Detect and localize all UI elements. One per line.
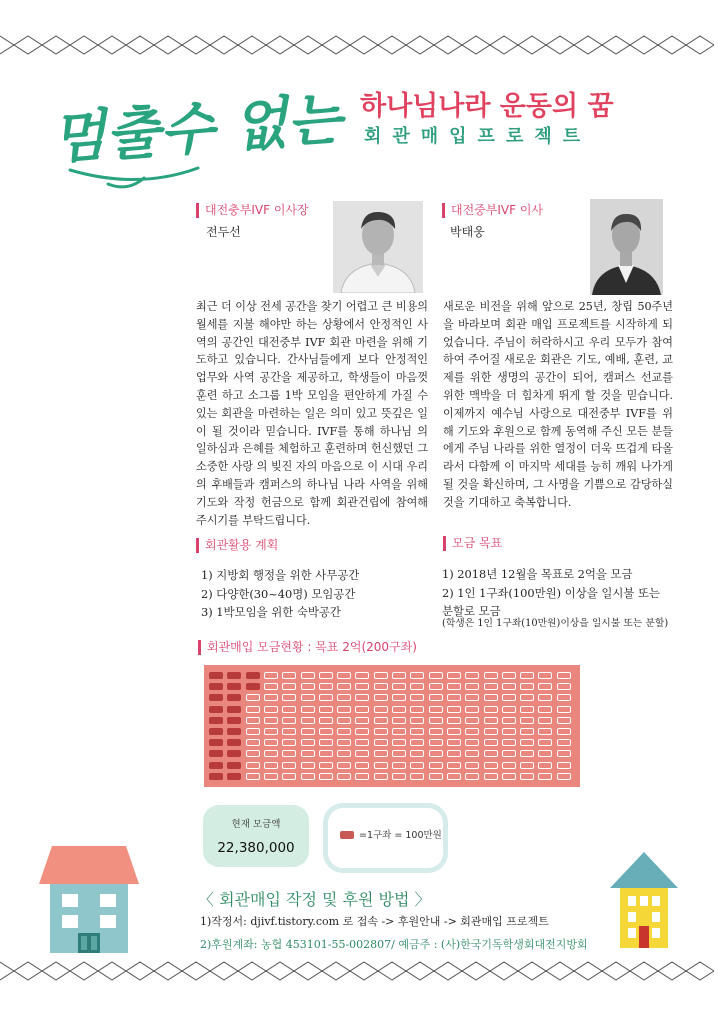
list-item: 2) 다양한(30~40명) 모임공간	[201, 586, 356, 601]
grid-cell-empty	[392, 750, 406, 757]
grid-cell-empty	[282, 672, 296, 679]
grid-cell-empty	[337, 672, 351, 679]
grid-cell-empty	[557, 739, 571, 746]
grid-cell-empty	[502, 694, 516, 701]
right-profile-photo	[590, 199, 663, 295]
main-title: 하나님나라 운동의 꿈	[360, 91, 614, 122]
grid-cell-empty	[337, 694, 351, 701]
grid-cell-empty	[484, 750, 498, 757]
grid-cell-empty	[392, 739, 406, 746]
grid-cell-empty	[282, 717, 296, 724]
grid-cell-empty	[319, 717, 333, 724]
grid-cell-filled	[209, 762, 223, 769]
grid-cell-empty	[447, 773, 461, 780]
grid-cell-filled	[209, 694, 223, 701]
grid-cell-empty	[410, 773, 424, 780]
goal-title: 모금 목표	[443, 536, 502, 551]
grid-cell-empty	[301, 706, 315, 713]
grid-cell-empty	[319, 739, 333, 746]
grid-cell-empty	[337, 717, 351, 724]
grid-cell-empty	[392, 694, 406, 701]
grid-cell-empty	[557, 694, 571, 701]
grid-cell-empty	[429, 683, 443, 690]
grid-cell-empty	[484, 717, 498, 724]
grid-cell-empty	[465, 694, 479, 701]
grid-cell-empty	[337, 683, 351, 690]
grid-cell-empty	[246, 750, 260, 757]
left-profile-role: 대전충부IVF 이사장	[196, 203, 309, 218]
grid-cell-empty	[447, 683, 461, 690]
left-profile-message: 최근 더 이상 전세 공간을 찾기 어렵고 큰 비용의 월세를 지불 해야만 하는 상황에서 안정적인 사역의 공간인 대전중부 IVF 회관 마련을 위해 기도하고 있습니다. 간사님들에게 보다 안정적인 업무와 사역 공간을 제공하고, 학생들이 마음껏 훈련 하고 소그룹 1박 모임을 편안하게 가질 수 있는 회관을 마련하는 일은 의미 있고 뜻깊은 일이 될 것이라 믿습니다. IVF를 통해 하나님 의 일하심과 은혜를 체험하고 훈련하며 헌신했던 그 소중한 사랑 의 빚진 자의 마음으로 이 시대 우리의 후배들과 캠퍼스의 하나님 나라 사역을 위해 기도와 작정 헌금으로 함께 회관건립에 참여해 주시기를 부탁드립니다.	[196, 300, 428, 527]
legend-text: =1구좌 = 100만원	[359, 830, 442, 841]
person-photo-icon	[590, 199, 663, 295]
grid-cell-empty	[447, 750, 461, 757]
grid-cell-empty	[355, 694, 369, 701]
grid-cell-empty	[319, 773, 333, 780]
grid-cell-empty	[355, 762, 369, 769]
grid-cell-empty	[355, 773, 369, 780]
grid-cell-empty	[374, 717, 388, 724]
list-item: 2) 1인 1구좌(100만원) 이상을 일시불 또는 분할로 모금	[442, 585, 660, 618]
grid-cell-empty	[301, 694, 315, 701]
grid-cell-empty	[337, 706, 351, 713]
grid-cell-empty	[538, 739, 552, 746]
grid-cell-filled	[227, 672, 241, 679]
grid-cell-filled	[227, 683, 241, 690]
grid-cell-filled	[246, 683, 260, 690]
grid-cell-empty	[355, 728, 369, 735]
grid-cell-empty	[465, 739, 479, 746]
grid-cell-empty	[319, 728, 333, 735]
grid-cell-empty	[410, 728, 424, 735]
grid-cell-empty	[392, 706, 406, 713]
house-left-icon	[38, 838, 140, 953]
grid-cell-filled	[209, 739, 223, 746]
grid-cell-empty	[264, 694, 278, 701]
sub-title: 회관매입프로젝트	[364, 126, 592, 147]
right-profile-message: 새로운 비전을 위해 앞으로 25년, 창립 50주년을 바라보며 회관 매입 프로젝트를 시작하게 되었습니다. 주님이 허락하시고 우리 모두가 참여하여 주어질 새로운 회관은 기도, 예배, 훈련, 교제를 위한 생명의 공간이 되어, 캠퍼스 선교를 위한 맥박을 더 힘차게 뛰게 할 것을 믿습니다. 이제까지 예수님 사랑으로 대전중부 IVF를 위해 기도와 후원으로 함께 동역해 주신 모든 분들에게 주님 나라를 위한 열정이 더욱 뜨겁게 타올라서 다함께 이 마지막 세대를 능히 깨워 나가게 될 것을 확신하며, 그 사명을 기쁨으로 감당하실 것을 기대하고 축복합니다.	[443, 300, 673, 509]
grid-cell-empty	[538, 672, 552, 679]
grid-cell-empty	[520, 728, 534, 735]
grid-cell-empty	[502, 773, 516, 780]
grid-cell-empty	[410, 717, 424, 724]
grid-cell-empty	[557, 717, 571, 724]
grid-cell-empty	[319, 750, 333, 757]
grid-cell-empty	[246, 706, 260, 713]
grid-cell-empty	[538, 694, 552, 701]
left-profile-photo	[333, 201, 423, 293]
grid-cell-empty	[355, 706, 369, 713]
script-title-lettering	[48, 70, 348, 200]
grid-cell-empty	[484, 683, 498, 690]
grid-cell-empty	[264, 728, 278, 735]
grid-cell-empty	[246, 694, 260, 701]
grid-cell-empty	[282, 728, 296, 735]
progress-title: 회관매입 모금현황 : 목표 2억(200구좌)	[198, 640, 417, 655]
grid-cell-empty	[319, 706, 333, 713]
grid-cell-empty	[392, 762, 406, 769]
grid-cell-filled	[209, 683, 223, 690]
grid-cell-empty	[484, 706, 498, 713]
grid-cell-empty	[392, 728, 406, 735]
grid-cell-empty	[520, 683, 534, 690]
grid-cell-empty	[557, 750, 571, 757]
grid-cell-filled	[209, 672, 223, 679]
grid-cell-empty	[337, 728, 351, 735]
grid-cell-filled	[227, 750, 241, 757]
grid-cell-empty	[264, 706, 278, 713]
grid-cell-empty	[264, 762, 278, 769]
grid-cell-empty	[392, 672, 406, 679]
grid-cell-empty	[465, 683, 479, 690]
usage-plan-list	[201, 566, 359, 622]
grid-cell-empty	[301, 750, 315, 757]
grid-cell-empty	[374, 728, 388, 735]
grid-cell-empty	[410, 706, 424, 713]
top-zigzag-border	[0, 32, 720, 58]
grid-cell-empty	[246, 739, 260, 746]
grid-cell-empty	[355, 717, 369, 724]
grid-cell-empty	[355, 739, 369, 746]
grid-cell-empty	[520, 706, 534, 713]
grid-cell-empty	[557, 706, 571, 713]
grid-cell-filled	[209, 773, 223, 780]
grid-cell-empty	[538, 717, 552, 724]
svg-text:멈출수 없는: 멈출수 없는	[49, 87, 344, 173]
grid-cell-empty	[465, 706, 479, 713]
grid-cell-empty	[246, 728, 260, 735]
grid-cell-empty	[264, 739, 278, 746]
grid-cell-empty	[429, 672, 443, 679]
grid-cell-empty	[502, 717, 516, 724]
grid-cell-empty	[392, 683, 406, 690]
grid-cell-empty	[465, 750, 479, 757]
grid-cell-empty	[429, 773, 443, 780]
current-amount-label: 현재 모금액	[231, 819, 281, 830]
grid-cell-empty	[429, 762, 443, 769]
grid-cell-empty	[264, 683, 278, 690]
grid-cell-empty	[557, 683, 571, 690]
house-right-icon	[608, 850, 680, 950]
grid-cell-empty	[429, 728, 443, 735]
grid-cell-empty	[538, 728, 552, 735]
grid-cell-empty	[538, 762, 552, 769]
grid-cell-empty	[282, 750, 296, 757]
grid-cell-empty	[355, 683, 369, 690]
grid-cell-empty	[374, 773, 388, 780]
grid-cell-empty	[447, 728, 461, 735]
grid-cell-empty	[264, 750, 278, 757]
grid-cell-empty	[557, 728, 571, 735]
grid-cell-empty	[447, 717, 461, 724]
grid-cell-empty	[282, 683, 296, 690]
grid-cell-empty	[465, 728, 479, 735]
grid-cell-empty	[520, 694, 534, 701]
grid-cell-empty	[301, 683, 315, 690]
grid-cell-empty	[374, 672, 388, 679]
grid-legend	[323, 803, 448, 873]
grid-cell-empty	[484, 773, 498, 780]
grid-cell-empty	[429, 750, 443, 757]
grid-cell-empty	[301, 728, 315, 735]
legend-swatch-icon	[340, 831, 354, 839]
grid-cell-empty	[520, 672, 534, 679]
grid-cell-empty	[282, 694, 296, 701]
grid-cell-empty	[502, 762, 516, 769]
grid-cell-empty	[301, 762, 315, 769]
grid-cell-empty	[484, 762, 498, 769]
grid-cell-empty	[355, 750, 369, 757]
method-pledge-line: 1)작정서: djivf.tistory.com 로 접속 -> 후원안내 -> 회관매입 프로젝트	[200, 915, 549, 928]
grid-cell-empty	[484, 728, 498, 735]
grid-cell-empty	[410, 672, 424, 679]
grid-cell-empty	[447, 672, 461, 679]
grid-cell-empty	[319, 683, 333, 690]
grid-cell-filled	[209, 706, 223, 713]
grid-cell-empty	[301, 717, 315, 724]
grid-cell-empty	[319, 672, 333, 679]
grid-cell-empty	[374, 762, 388, 769]
grid-cell-empty	[246, 773, 260, 780]
grid-cell-empty	[337, 750, 351, 757]
grid-cell-empty	[465, 762, 479, 769]
list-item: 1) 2018년 12월을 목표로 2억을 모금	[442, 567, 633, 581]
grid-cell-empty	[465, 773, 479, 780]
person-photo-icon	[333, 201, 423, 293]
right-profile-role: 대전중부IVF 이사	[442, 203, 543, 218]
grid-cell-empty	[246, 762, 260, 769]
grid-cell-empty	[301, 672, 315, 679]
grid-cell-empty	[374, 706, 388, 713]
grid-cell-filled	[227, 773, 241, 780]
grid-cell-empty	[264, 773, 278, 780]
grid-cell-filled	[227, 706, 241, 713]
grid-cell-empty	[484, 739, 498, 746]
grid-cell-filled	[227, 739, 241, 746]
grid-cell-empty	[337, 739, 351, 746]
grid-cell-empty	[282, 739, 296, 746]
grid-cell-filled	[227, 717, 241, 724]
method-account-line: 2)후원계좌: 농협 453101-55-002807/ 예금주 : (사)한국기독학생회대전지방회	[200, 938, 588, 951]
grid-cell-empty	[410, 750, 424, 757]
grid-cell-empty	[429, 706, 443, 713]
grid-cell-empty	[484, 672, 498, 679]
right-profile-name: 박태웅	[450, 225, 485, 239]
grid-cell-empty	[465, 717, 479, 724]
grid-cell-filled	[209, 728, 223, 735]
grid-cell-empty	[410, 762, 424, 769]
list-item: 3) 1박모임을 위한 숙박공간	[201, 605, 341, 619]
left-profile-name: 전두선	[206, 225, 241, 239]
grid-cell-empty	[447, 739, 461, 746]
grid-cell-empty	[520, 762, 534, 769]
grid-cell-empty	[410, 694, 424, 701]
grid-cell-empty	[557, 762, 571, 769]
grid-cell-empty	[484, 694, 498, 701]
grid-cell-empty	[282, 706, 296, 713]
grid-cell-empty	[520, 750, 534, 757]
grid-cell-empty	[465, 672, 479, 679]
grid-cell-empty	[410, 739, 424, 746]
list-item: 1) 지방회 행정을 위한 사무공간	[201, 568, 360, 582]
grid-cell-empty	[538, 773, 552, 780]
current-amount-value: 22,380,000	[217, 840, 295, 856]
grid-cell-empty	[557, 672, 571, 679]
grid-cell-empty	[502, 683, 516, 690]
grid-cell-empty	[282, 773, 296, 780]
grid-cell-empty	[374, 694, 388, 701]
grid-cell-empty	[355, 672, 369, 679]
grid-cell-empty	[538, 750, 552, 757]
usage-plan-title: 회관활용 계획	[196, 538, 278, 553]
grid-cell-empty	[301, 739, 315, 746]
grid-cell-empty	[520, 773, 534, 780]
grid-cell-empty	[264, 717, 278, 724]
grid-cell-empty	[264, 672, 278, 679]
grid-cell-empty	[429, 717, 443, 724]
grid-cell-empty	[429, 739, 443, 746]
grid-cell-empty	[538, 683, 552, 690]
grid-cell-empty	[502, 672, 516, 679]
grid-cell-empty	[447, 706, 461, 713]
grid-cell-empty	[502, 750, 516, 757]
grid-cell-empty	[557, 773, 571, 780]
grid-cell-filled	[227, 694, 241, 701]
grid-cell-empty	[374, 683, 388, 690]
donation-unit-grid	[204, 665, 580, 787]
grid-cell-empty	[538, 706, 552, 713]
bottom-zigzag-border	[0, 958, 720, 984]
grid-cell-filled	[209, 717, 223, 724]
grid-cell-empty	[319, 762, 333, 769]
grid-cell-empty	[447, 694, 461, 701]
grid-cell-filled	[246, 672, 260, 679]
current-amount-box	[203, 805, 309, 867]
grid-cell-empty	[337, 762, 351, 769]
grid-cell-filled	[209, 750, 223, 757]
grid-cell-empty	[374, 739, 388, 746]
grid-cell-empty	[520, 739, 534, 746]
method-title: 〈 회관매입 작정 및 후원 방법 〉	[198, 890, 431, 909]
grid-cell-filled	[227, 728, 241, 735]
grid-cell-empty	[429, 694, 443, 701]
goal-note: (학생은 1인 1구좌(10만원)이상을 일시불 또는 분할)	[442, 618, 669, 629]
grid-cell-empty	[374, 750, 388, 757]
grid-cell-empty	[520, 717, 534, 724]
grid-cell-empty	[502, 706, 516, 713]
script-title	[48, 70, 348, 200]
grid-cell-empty	[392, 717, 406, 724]
grid-cell-empty	[447, 762, 461, 769]
grid-cell-empty	[246, 717, 260, 724]
grid-cell-empty	[502, 728, 516, 735]
goal-list	[442, 565, 674, 621]
grid-cell-empty	[392, 773, 406, 780]
grid-cell-filled	[227, 762, 241, 769]
grid-cell-empty	[301, 773, 315, 780]
grid-cell-empty	[337, 773, 351, 780]
grid-cell-empty	[502, 739, 516, 746]
grid-cell-empty	[319, 694, 333, 701]
grid-cell-empty	[282, 762, 296, 769]
grid-cell-empty	[410, 683, 424, 690]
